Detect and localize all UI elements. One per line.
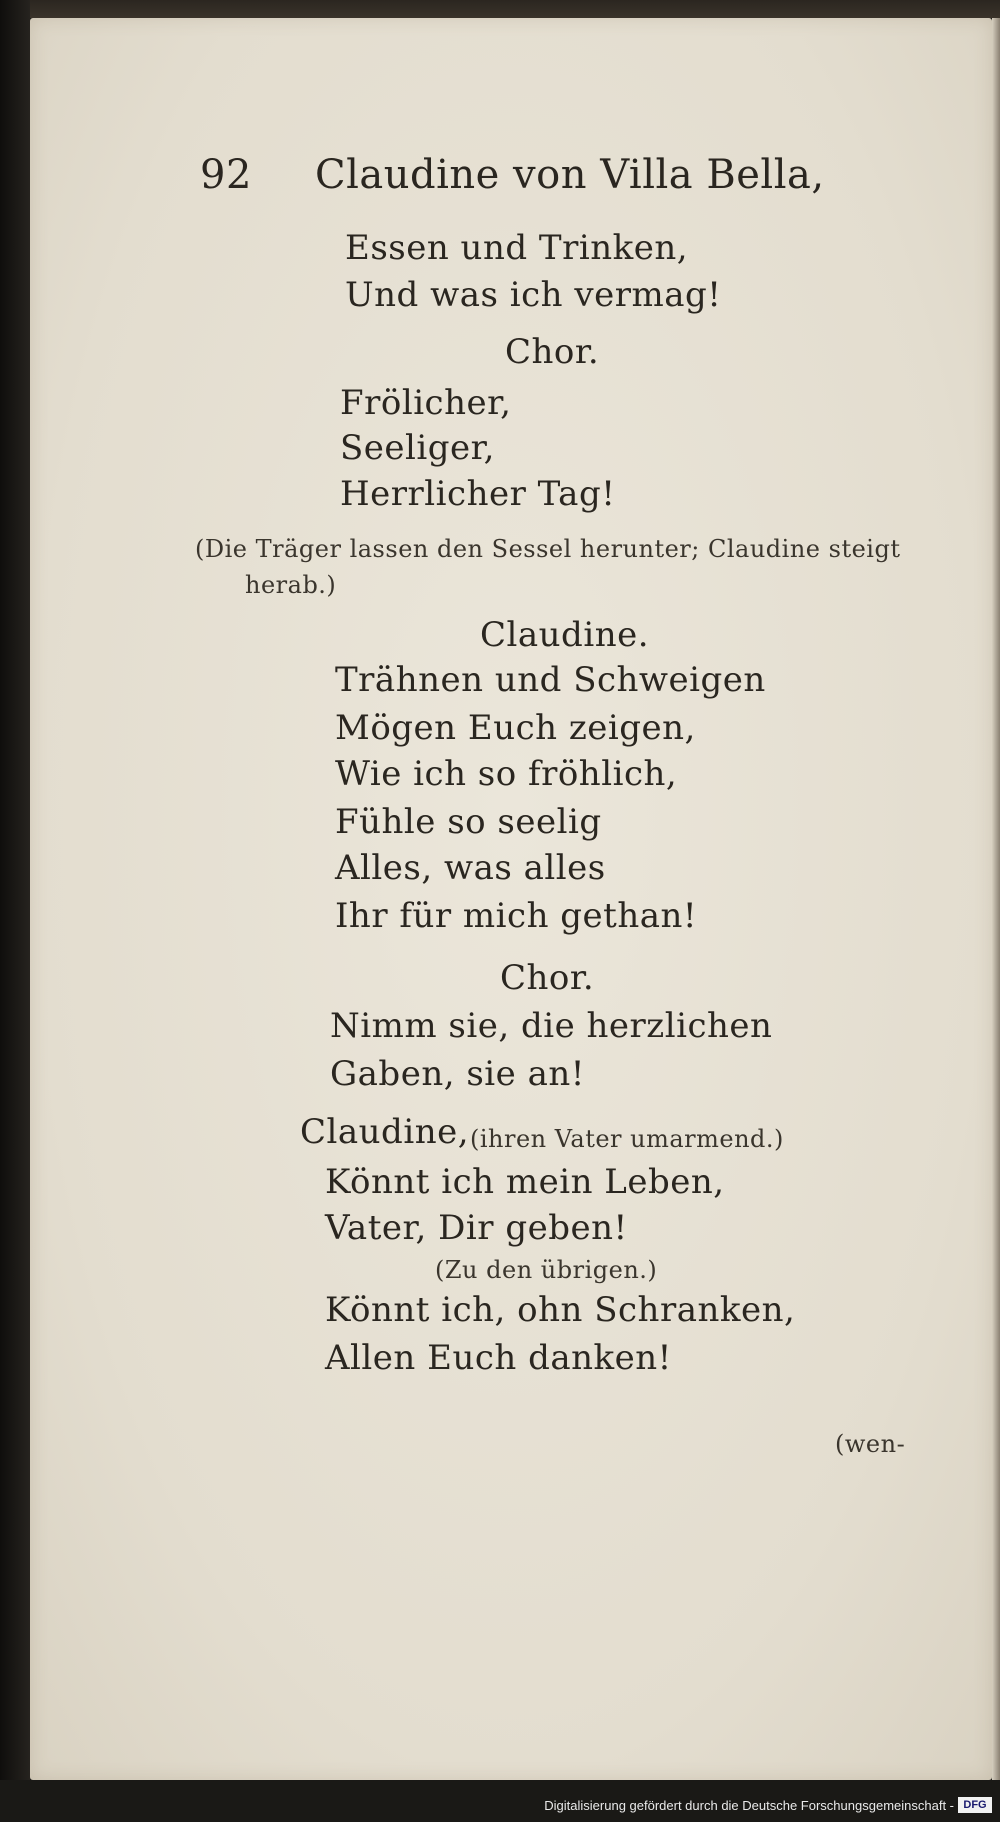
verse-line: Allen Euch danken! [325,1338,672,1378]
verse-line: Essen und Trinken, [345,228,689,268]
funding-credit: Digitalisierung gefördert durch die Deutsche Forschungsgemeinschaft - [544,1798,954,1813]
verse-line: Fühle so seelig [335,802,602,842]
verse-line: Nimm sie, die herzlichen [330,1006,773,1046]
speaker-label: Chor. [500,958,595,998]
verse-line: Vater, Dir geben! [325,1208,628,1248]
verse-line: Frölicher, [340,383,512,423]
verse-line: Seeliger, [340,428,495,468]
verse-line: Trähnen und Schweigen [335,660,766,700]
dfg-logo: DFG [958,1797,992,1813]
stage-direction: (Die Träger lassen den Sessel herunter; Claudine steigt [195,535,901,563]
speaker-label: Claudine, [300,1112,470,1152]
verse-line: Mögen Euch zeigen, [335,708,696,748]
stage-direction: herab.) [245,571,337,599]
stage-direction: (Zu den übrigen.) [435,1256,658,1284]
running-title: Claudine von Villa Bella, [315,152,825,198]
speaker-label: Claudine. [480,615,650,655]
verse-line: Gaben, sie an! [330,1054,585,1094]
page-number: 92 [200,152,252,198]
verse-line: Könnt ich, ohn Schranken, [325,1290,796,1330]
verse-line: Alles, was alles [335,848,606,888]
stage-direction: (ihren Vater umarmend.) [470,1125,784,1153]
catchword: (wen- [835,1430,906,1458]
page-top-edge [30,0,1000,18]
speaker-label: Chor. [505,332,600,372]
verse-line: Herrlicher Tag! [340,474,616,514]
book-spine [0,0,30,1822]
verse-line: Und was ich vermag! [345,275,722,315]
verse-line: Ihr für mich gethan! [335,896,698,936]
page-right-edge [992,18,1000,1780]
verse-line: Könnt ich mein Leben, [325,1162,725,1202]
verse-line: Wie ich so fröhlich, [335,754,678,794]
